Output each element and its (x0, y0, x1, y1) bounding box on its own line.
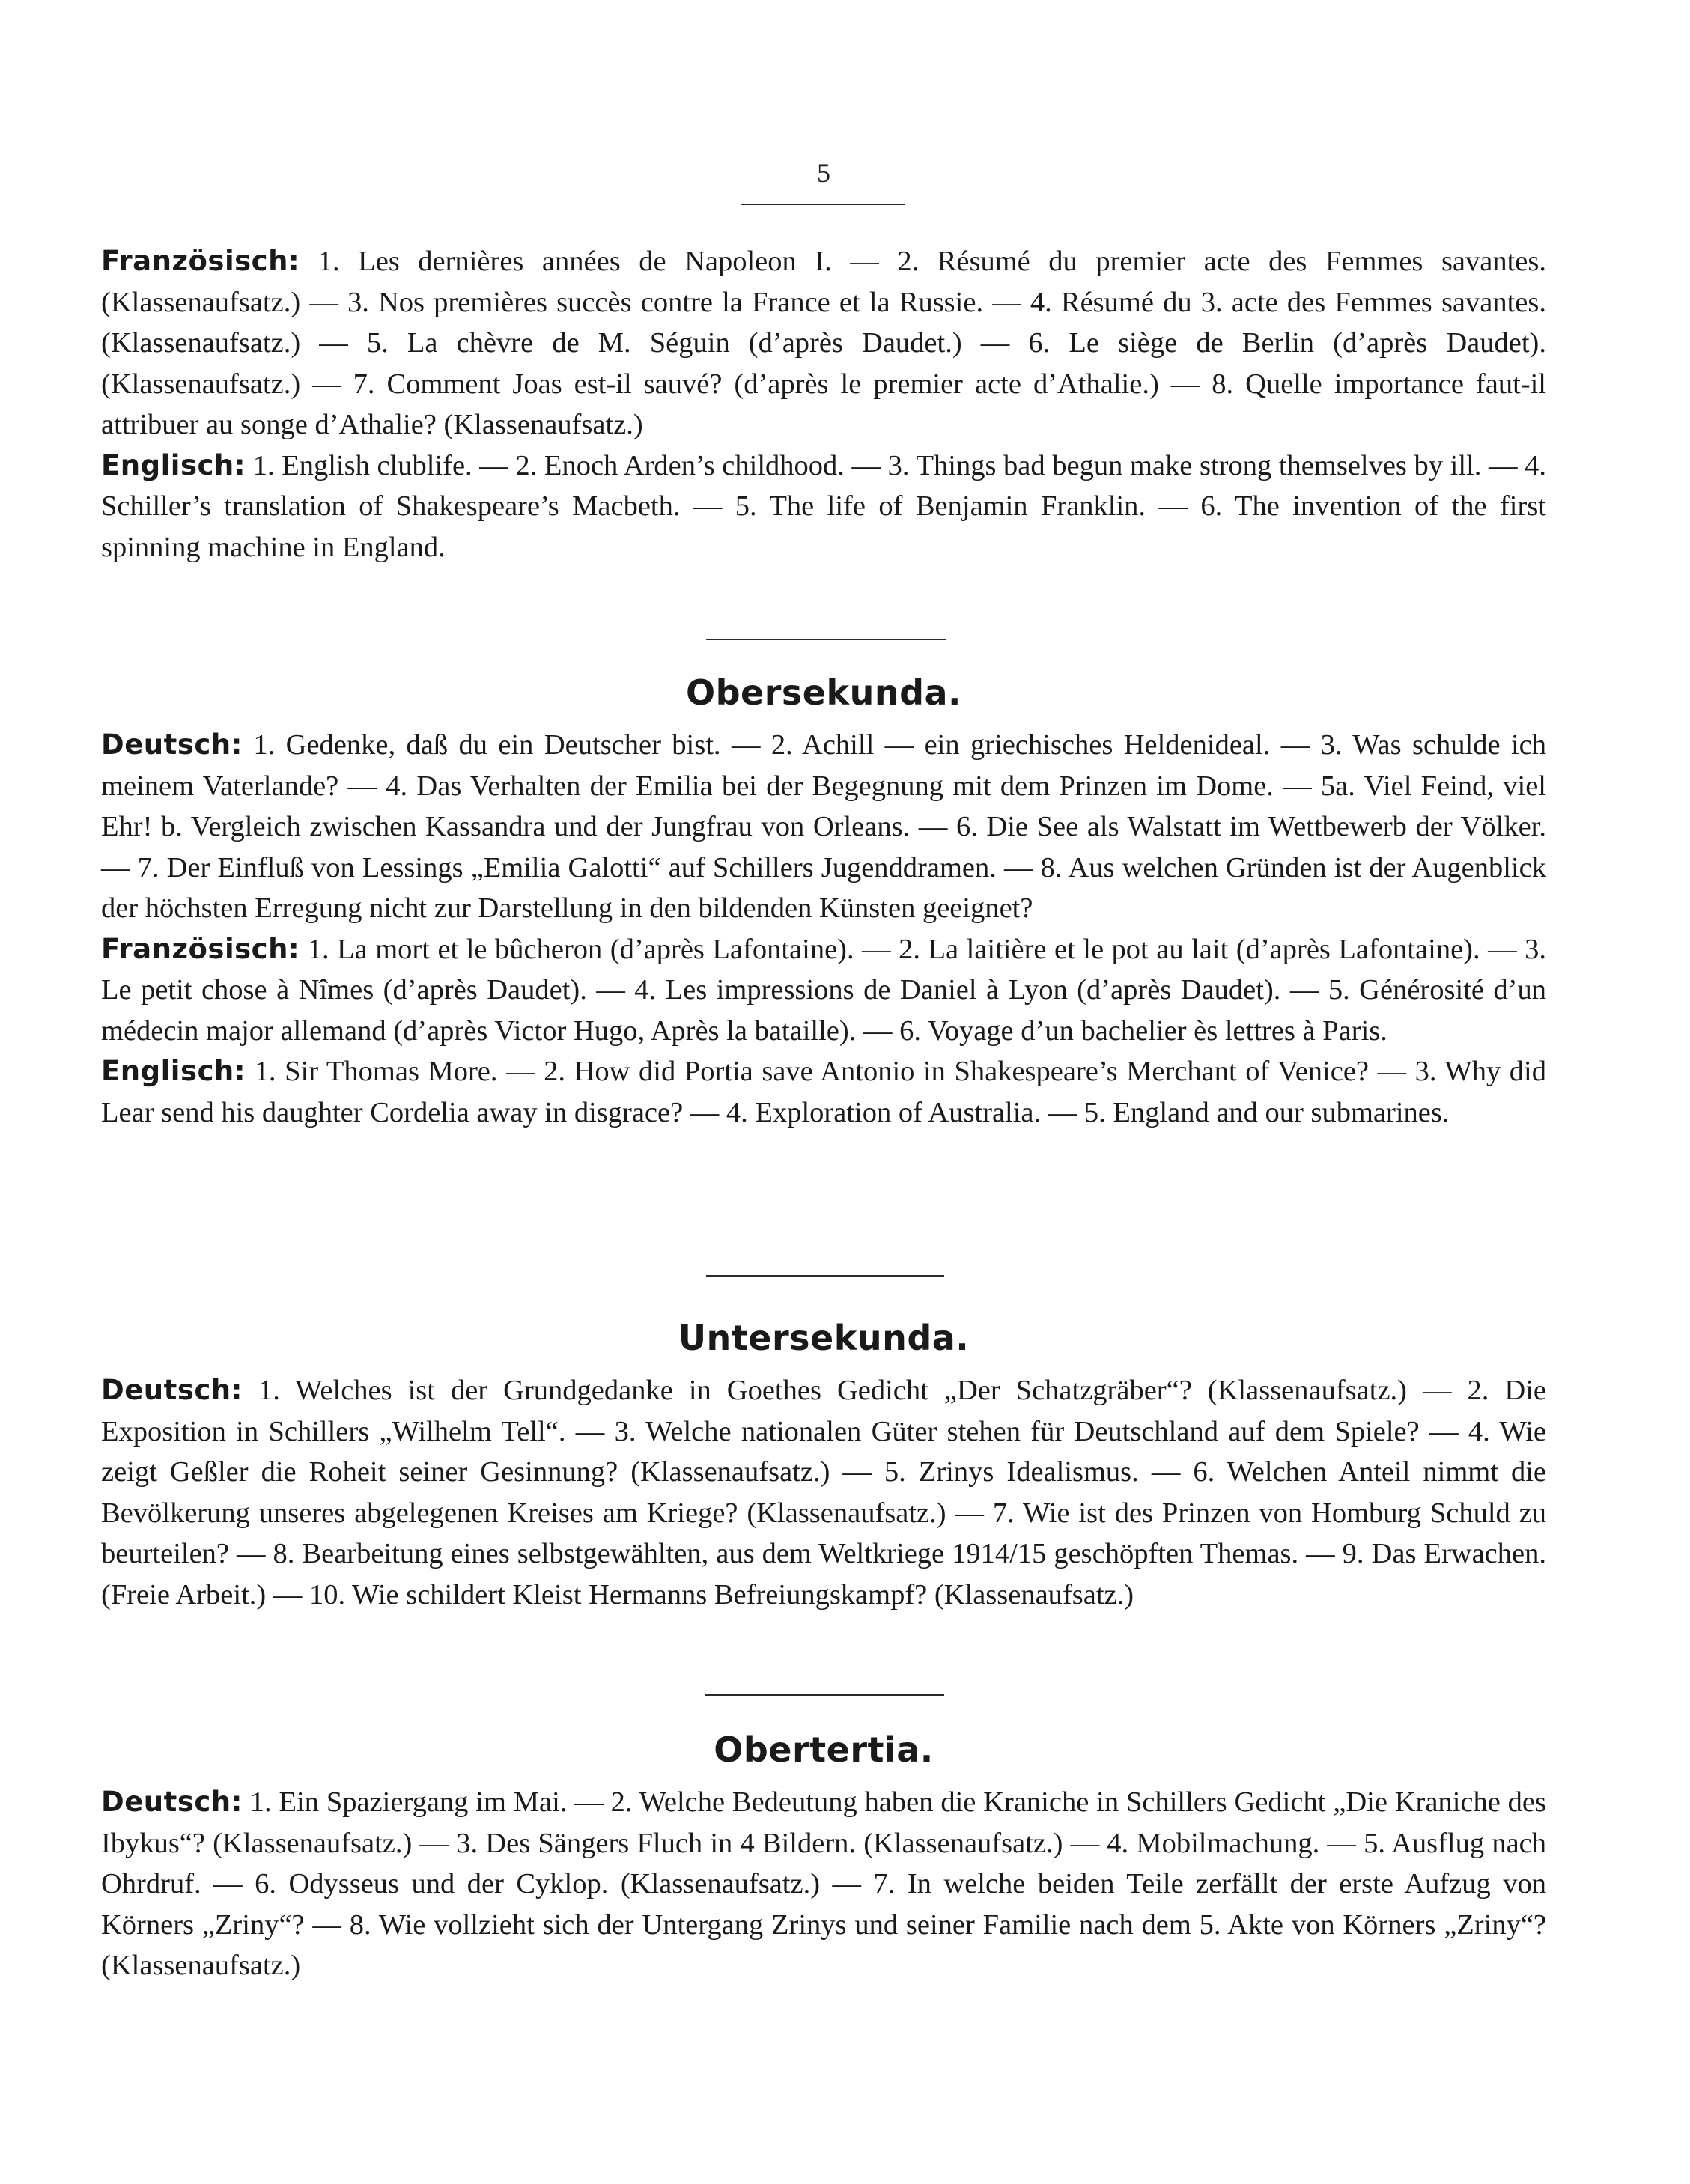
section-obertertia (101, 1782, 1546, 1986)
page-number: 5 (817, 158, 830, 188)
entry-deutsch (101, 1370, 1546, 1615)
subject-label: Deutsch: (101, 1786, 243, 1818)
entry-deutsch (101, 1782, 1546, 1986)
subject-label: Deutsch: (101, 1374, 243, 1406)
heading-obersekunda: Obersekunda. (685, 672, 962, 713)
subject-label: Englisch: (101, 448, 246, 481)
subject-label: Englisch: (101, 1055, 246, 1087)
heading-untersekunda: Untersekunda. (678, 1318, 970, 1358)
subject-label: Französisch: (101, 245, 300, 277)
entry-text: 1. Ein Spaziergang im Mai. — 2. Welche Bedeutung haben die Kraniche in Schillers Gedicht „Die Kraniche des Ibykus“? (Klassenaufsatz.) — 3. Des Sängers Fluch in 4 Bildern. (Klassenaufsatz.) — 4. Mobilmachung. — 5. Ausflug nach Ohrdruf. — 6. Odysseus und der Cyklop. (Klassenaufsatz.) — 7. In welche beiden Teile zerfällt der erste Aufzug von Körners „Zriny“? — 8. Wie vollzieht sich der Untergang Zrinys und seiner Familie nach dem 5. Akte von Körners „Zriny“? (Klassenaufsatz.) (101, 1786, 1547, 1981)
section-obersekunda (101, 725, 1546, 1133)
subject-label: Deutsch: (101, 728, 243, 761)
entry-text: 1. Welches ist der Grundgedanke in Goethes Gedicht „Der Schatzgräber“? (Klassenaufsatz.) — 2. Die Exposition in Schillers „Wilhelm Tell“. — 3. Welche nationalen Güter stehen für Deutschland auf dem Spiele? — 4. Wie zeigt Geßler die Roheit seiner Gesinnung? (Klassenaufsatz.) — 5. Zrinys Idealismus. — 6. Welchen Anteil nimmt die Bevölkerung unseres abgelegenen Kreises am Kriege? (Klassenaufsatz.) — 7. Wie ist des Prinzen von Homburg Schuld zu beurteilen? — 8. Bearbeitung eines selbstgewählten, aus dem Weltkriege 1914/15 geschöpften Themas. — 9. Das Erwachen. (Freie Arbeit.) — 10. Wie schildert Kleist Hermanns Befreiungskampf? (Klassenaufsatz.) (101, 1375, 1546, 1610)
entry-text: 1. La mort et le bûcheron (d’après Lafontaine). — 2. La laitière et le pot au lait (d’après Lafontaine). — 3. Le petit chose à Nîmes (d’après Daudet). — 4. Les impressions de Daniel à Lyon (d’après Daudet). — 5. Générosité d’un médecin major allemand (d’après Victor Hugo, Après la bataille). — 6. Voyage d’un bachelier ès lettres à Paris. (101, 933, 1546, 1047)
entry-englisch (101, 1051, 1546, 1133)
entry-englisch (101, 445, 1546, 568)
entry-text: 1. Les dernières années de Napoleon I. — 2. Résumé du premier acte des Femmes savantes. (Klassenaufsatz.) — 3. Nos premières succès contre la France et la Russie. — 4. Résumé du 3. acte des Femmes savantes. (Klassenaufsatz.) — 5. La chèvre de M. Séguin (d’après Daudet.) — 6. Le siège de Berlin (d’après Daudet). (Klassenaufsatz.) — 7. Comment Joas est-il sauvé? (d’après le premier acte d’Athalie.) — 8. Quelle importance faut-il attribuer au songe d’Athalie? (Klassenaufsatz.) (101, 246, 1546, 440)
heading-obertertia: Obertertia. (714, 1730, 934, 1770)
section-continued (101, 241, 1546, 568)
entry-text: 1. English clublife. — 2. Enoch Arden’s childhood. — 3. Things bad begun make strong themselves by ill. — 4. Schiller’s translation of Shakespeare’s Macbeth. — 5. The life of Benjamin Franklin. — 6. The invention of the first spinning machine in England. (101, 449, 1547, 563)
entry-franzoesisch (101, 241, 1546, 445)
section-divider (706, 1275, 944, 1277)
entry-text: 1. Sir Thomas More. — 2. How did Portia save Antonio in Shakespeare’s Merchant of Venice? — 3. Why did Lear send his daughter Cordelia away in disgrace? — 4. Exploration of Australia. — 5. England and our submarines. (101, 1056, 1546, 1128)
section-divider (706, 639, 946, 640)
section-divider (705, 1694, 944, 1696)
page-number-rule (741, 204, 905, 205)
entry-deutsch (101, 725, 1546, 929)
subject-label: Französisch: (101, 932, 300, 965)
entry-text: 1. Gedenke, daß du ein Deutscher bist. — 2. Achill — ein griechisches Heldenideal. — 3. Was schulde ich meinem Vaterlande? — 4. Das Verhalten der Emilia bei der Begegnung mit dem Prinzen im Dome. — 5a. Viel Feind, viel Ehr! b. Vergleich zwischen Kassandra und der Jungfrau von Orleans. — 6. Die See als Walstatt im Wettbewerb der Völker. — 7. Der Einfluß von Lessings „Emilia Galotti“ auf Schillers Jugenddramen. — 8. Aus welchen Gründen ist der Augenblick der höchsten Erregung nicht zur Darstellung in den bildenden Künsten geeignet? (101, 729, 1547, 924)
entry-franzoesisch (101, 929, 1546, 1052)
section-untersekunda (101, 1370, 1546, 1615)
